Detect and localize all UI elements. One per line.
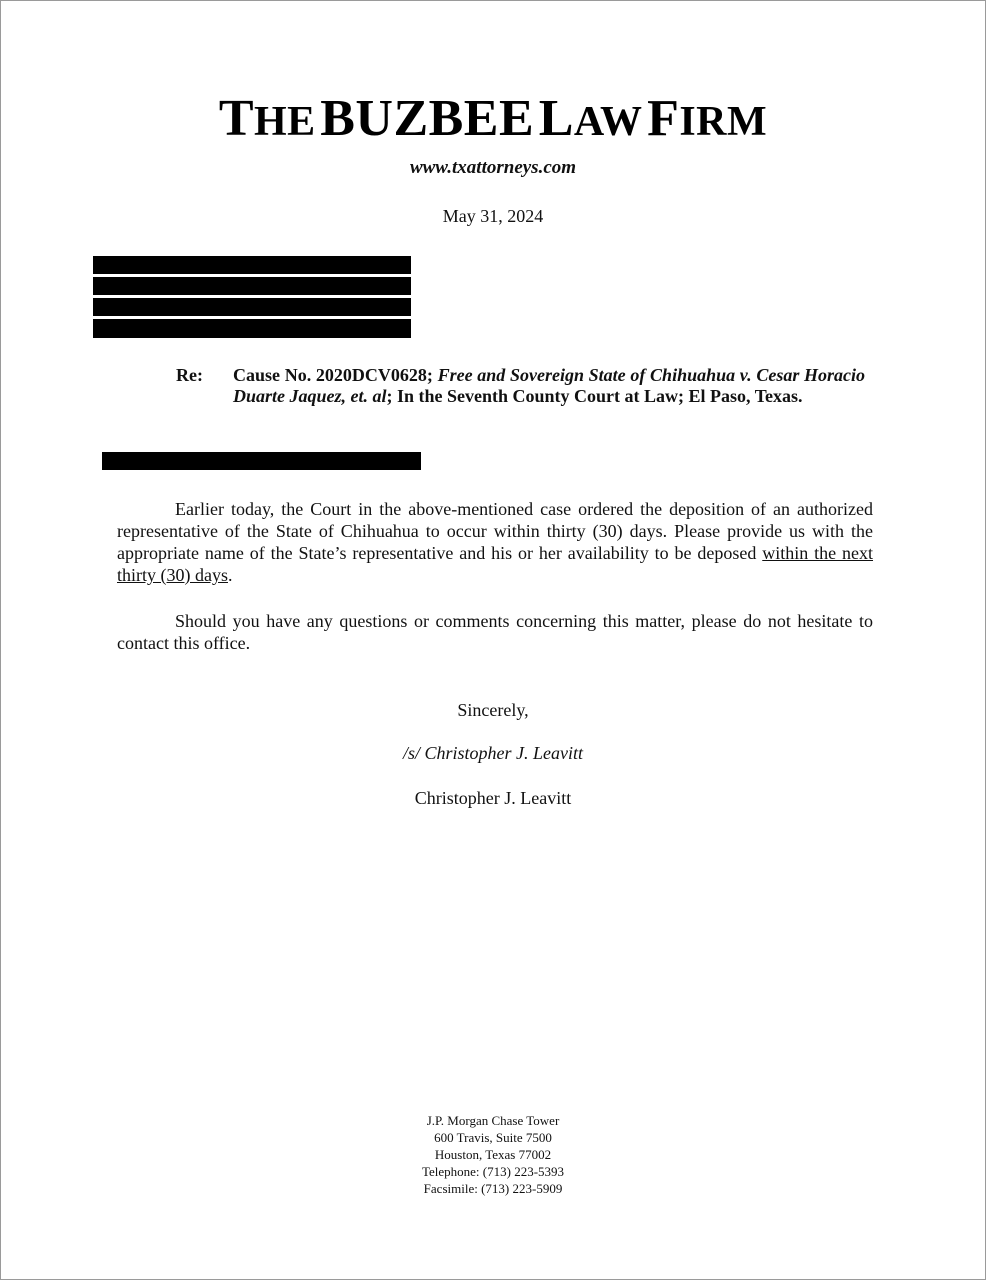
redaction-bar-salutation [102,452,421,470]
re-case-name: Free and Sovereign State of Chihuahua v. Cesar Horacio Duarte Jaquez, et. al [233,365,866,406]
redaction-bar-address-3 [93,298,411,316]
firm-name-the-initial: T [218,90,255,147]
firm-name-buzbee: BUZBEE [320,90,535,147]
footer-telephone: Telephone: (713) 223-5393 [421,1164,565,1179]
firm-name-the-rest: HE [254,99,316,145]
footer-address [1,1112,985,1197]
redaction-bar-address-1 [93,256,411,274]
firm-name-law-rest: AW [573,99,643,145]
firm-website: www.txattorneys.com [409,157,577,178]
closing-signature: /s/ Christopher J. Leavitt [403,743,583,763]
redaction-bar-address-2 [93,277,411,295]
re-court: ; In the Seventh County Court at Law; El Paso, Texas. [386,386,803,406]
body-paragraph-2: Should you have any questions or comments concerning this matter, please do not hesitate to contact this office. [117,611,873,653]
paragraph-1-period: . [227,565,233,585]
paragraph-1-text: Earlier today, the Court in the above-mentioned case ordered the deposition of an authorized representative of the State of Chihuahua to occur within thirty (30) days. Please provide us with the appropriate name of the State’s representative and his or her availability to be deposed [117,499,873,563]
firm-name-law-initial: L [538,90,574,147]
redaction-bar-address-4 [93,319,411,338]
footer-building: J.P. Morgan Chase Tower [426,1113,560,1128]
footer-facsimile: Facsimile: (713) 223-5909 [423,1181,563,1196]
paragraph-1-underlined-deadline: within the next thirty (30) days [117,543,874,585]
footer-street: 600 Travis, Suite 7500 [434,1130,552,1145]
firm-name-firm-initial: F [647,90,680,147]
body-paragraph-1 [117,498,873,586]
footer-city: Houston, Texas 77002 [434,1147,552,1162]
re-label: Re: [176,365,203,385]
firm-name-firm-rest: IRM [679,99,768,145]
closing-name: Christopher J. Leavitt [414,788,572,808]
firm-name-heading [1,90,985,147]
letter-date: May 31, 2024 [442,206,544,226]
re-cause-number: Cause No. 2020DCV0628; [233,365,433,385]
re-subject [233,365,865,407]
closing-salutation: Sincerely, [457,700,529,720]
